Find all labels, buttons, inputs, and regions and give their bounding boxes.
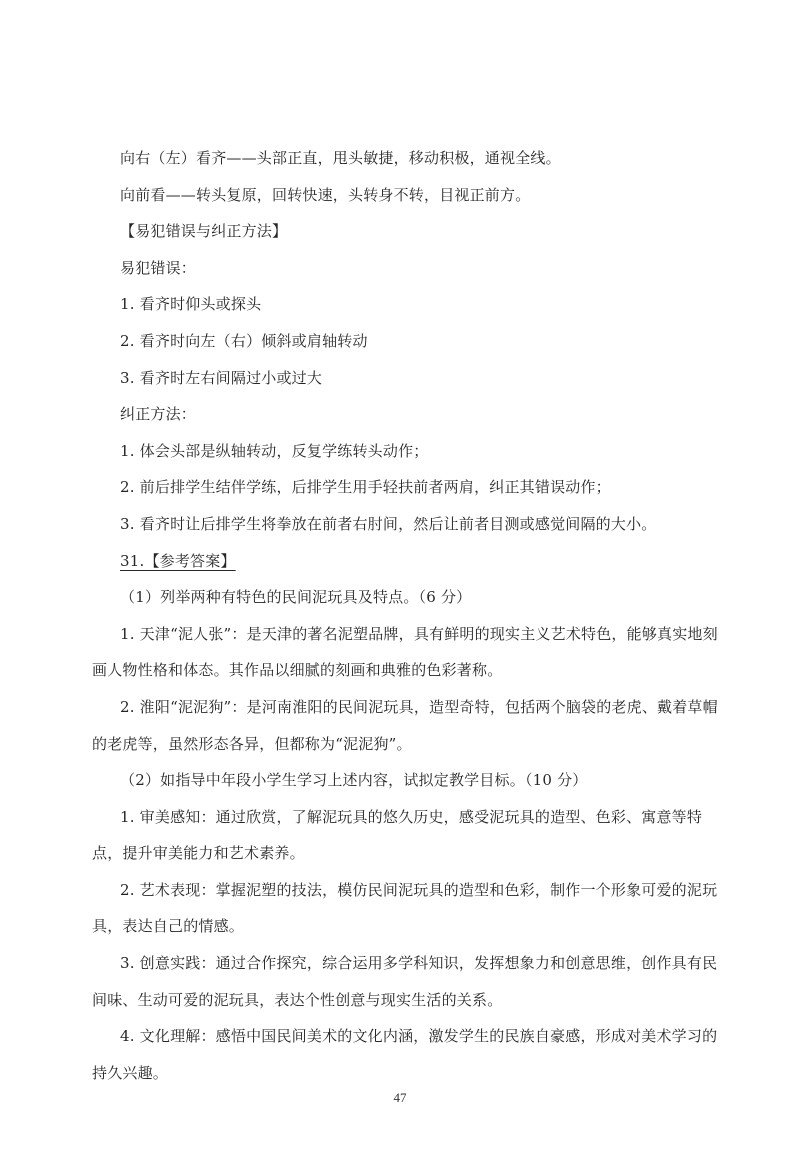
text-line: 易犯错误：	[120, 258, 197, 277]
list-item: 2. 前后排学生结伴学练，后排学生用手轻扶前者两肩，纠正其错误动作；	[120, 478, 611, 497]
section-heading	[92, 543, 730, 580]
answer-2-item-1: 1. 审美感知：通过欣赏，了解泥玩具的悠久历史，感受泥玩具的造型、色彩、寓意等特点，提升审美能力和艺术素养。	[92, 807, 703, 863]
answer-1-item-1: 1. 天津“泥人张”：是天津的著名泥塑品牌，具有鲜明的现实主义艺术特色，能够真实地刻画人物性格和体态。其作品以细腻的刻画和典雅的色彩著称。	[92, 624, 718, 680]
text-line: 纠正方法：	[120, 405, 197, 424]
list-item: 3. 看齐时左右间隔过小或过大	[120, 368, 323, 387]
answer-1-item-2: 2. 淮阳“泥泥狗”：是河南淮阳的民间泥玩具，造型奇特，包括两个脑袋的老虎、戴着草帽的老虎等，虽然形态各异，但都称为“泥泥狗”。	[92, 697, 718, 753]
text-line: 向前看——转头复原，回转快速，头转身不转，目视正前方。	[120, 185, 531, 204]
text-line: 向右（左）看齐——头部正直，甩头敏捷，移动积极，通视全线。	[120, 149, 561, 167]
answer-2-item-3: 3. 创意实践：通过合作探究，综合运用多学科知识，发挥想象力和创意思维，创作具有民间味、生动可爱的泥玩具，表达个性创意与现实生活的关系。	[92, 954, 718, 1009]
answer-2-item-2: 2. 艺术表现：掌握泥塑的技法，模仿民间泥玩具的造型和色彩，制作一个形象可爱的泥玩具，表达自己的情感。	[92, 880, 718, 936]
question-2: （2）如指导中年段小学生学习上述内容，试拟定教学目标。（10 分）	[120, 771, 588, 790]
subheading: 【易犯错误与纠正方法】	[120, 222, 288, 241]
page-body	[92, 140, 730, 1091]
list-item: 1. 体会头部是纵轴转动，反复学练转头动作；	[120, 441, 429, 460]
page-number: 47	[393, 1090, 407, 1105]
question-1: （1）列举两种有特色的民间泥玩具及特点。（6 分）	[120, 588, 472, 607]
list-item: 2. 看齐时向左（右）倾斜或肩轴转动	[120, 331, 368, 350]
answer-2-item-4: 4. 文化理解：感悟中国民间美术的文化内涵，激发学生的民族自豪感，形成对美术学习的持久兴趣。	[92, 1027, 718, 1082]
list-item: 3. 看齐时让后排学生将拳放在前者右肘间，然后让前者目测或感觉间隔的大小。	[120, 514, 657, 533]
list-item: 1. 看齐时仰头或探头	[120, 295, 262, 314]
section-heading-text: 31.【参考答案】	[120, 551, 236, 570]
